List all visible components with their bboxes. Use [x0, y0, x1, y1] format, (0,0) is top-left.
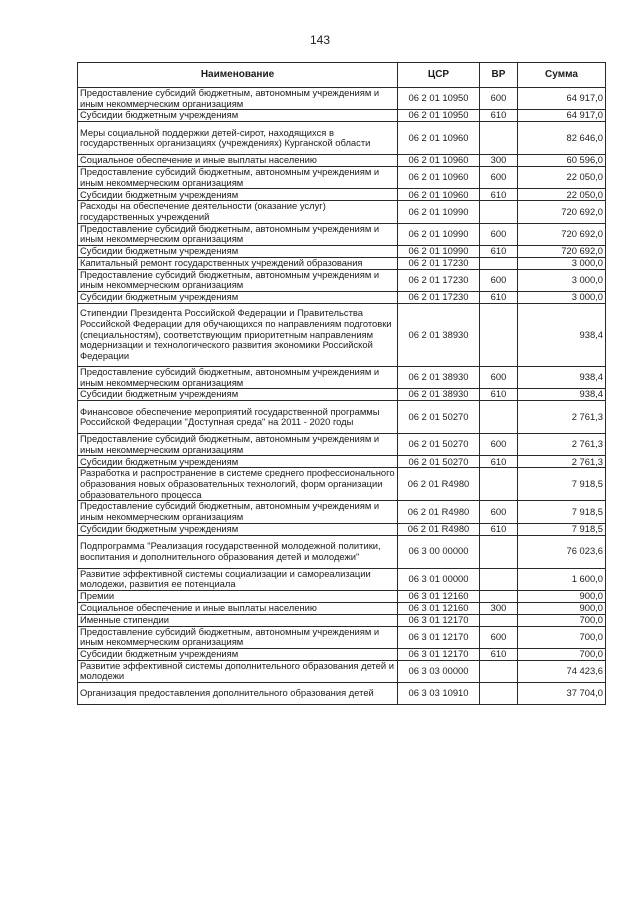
- cell-csr: 06 3 01 12160: [398, 590, 480, 602]
- cell-name: Субсидии бюджетным учреждениям: [78, 389, 398, 401]
- cell-name: Субсидии бюджетным учреждениям: [78, 648, 398, 660]
- table-row: [78, 88, 606, 110]
- cell-csr: 06 3 01 12170: [398, 648, 480, 660]
- cell-vr: [480, 535, 518, 568]
- table-row: [78, 155, 606, 167]
- cell-sum: 3 000,0: [518, 269, 606, 291]
- cell-name: Субсидии бюджетным учреждениям: [78, 523, 398, 535]
- cell-sum: 700,0: [518, 614, 606, 626]
- cell-csr: 06 3 01 00000: [398, 568, 480, 590]
- cell-csr: 06 3 03 00000: [398, 660, 480, 682]
- cell-sum: 700,0: [518, 648, 606, 660]
- cell-vr: 600: [480, 366, 518, 388]
- cell-name: Предоставление субсидий бюджетным, автономным учреждениям и иным некоммерческим организациям: [78, 88, 398, 110]
- table-row: [78, 257, 606, 269]
- cell-csr: 06 2 01 10960: [398, 167, 480, 189]
- table-row: [78, 201, 606, 223]
- cell-name: Предоставление субсидий бюджетным, автономным учреждениям и иным некоммерческим организациям: [78, 501, 398, 523]
- cell-name: Именные стипендии: [78, 614, 398, 626]
- table-header-row: [78, 63, 606, 88]
- cell-vr: 610: [480, 245, 518, 257]
- table-row: [78, 683, 606, 705]
- cell-sum: 60 596,0: [518, 155, 606, 167]
- cell-vr: 610: [480, 110, 518, 122]
- cell-sum: 700,0: [518, 626, 606, 648]
- cell-vr: [480, 257, 518, 269]
- cell-csr: 06 2 01 17230: [398, 269, 480, 291]
- cell-name: Премии: [78, 590, 398, 602]
- budget-table: [77, 62, 606, 705]
- table-row: [78, 245, 606, 257]
- cell-name: Капитальный ремонт государственных учреждений образования: [78, 257, 398, 269]
- cell-name: Социальное обеспечение и иные выплаты населению: [78, 602, 398, 614]
- cell-sum: 938,4: [518, 366, 606, 388]
- cell-csr: 06 2 01 50270: [398, 401, 480, 434]
- header-vr: ВР: [480, 63, 518, 88]
- cell-sum: 74 423,6: [518, 660, 606, 682]
- cell-csr: 06 2 01 38930: [398, 366, 480, 388]
- cell-csr: 06 2 01 17230: [398, 291, 480, 303]
- cell-name: Предоставление субсидий бюджетным, автономным учреждениям и иным некоммерческим организациям: [78, 269, 398, 291]
- cell-csr: 06 2 01 10960: [398, 155, 480, 167]
- cell-sum: 37 704,0: [518, 683, 606, 705]
- cell-name: Субсидии бюджетным учреждениям: [78, 456, 398, 468]
- cell-vr: [480, 660, 518, 682]
- table-row: [78, 401, 606, 434]
- cell-csr: 06 2 01 10960: [398, 189, 480, 201]
- cell-csr: 06 3 00 00000: [398, 535, 480, 568]
- cell-vr: 610: [480, 648, 518, 660]
- table-row: [78, 389, 606, 401]
- cell-name: Субсидии бюджетным учреждениям: [78, 291, 398, 303]
- table-row: [78, 501, 606, 523]
- cell-csr: 06 3 01 12170: [398, 614, 480, 626]
- cell-sum: 22 050,0: [518, 189, 606, 201]
- cell-name: Расходы на обеспечение деятельности (оказание услуг) государственных учреждений: [78, 201, 398, 223]
- cell-vr: 610: [480, 291, 518, 303]
- table-row: [78, 303, 606, 366]
- cell-name: Предоставление субсидий бюджетным, автономным учреждениям и иным некоммерческим организациям: [78, 434, 398, 456]
- cell-vr: 600: [480, 167, 518, 189]
- cell-vr: 300: [480, 602, 518, 614]
- cell-vr: [480, 590, 518, 602]
- cell-csr: 06 3 03 10910: [398, 683, 480, 705]
- table-row: [78, 468, 606, 501]
- header-sum: Сумма: [518, 63, 606, 88]
- table-row: [78, 291, 606, 303]
- cell-sum: 82 646,0: [518, 122, 606, 155]
- cell-csr: 06 2 01 10990: [398, 245, 480, 257]
- cell-sum: 720 692,0: [518, 245, 606, 257]
- cell-vr: 600: [480, 223, 518, 245]
- cell-csr: 06 2 01 17230: [398, 257, 480, 269]
- cell-vr: 610: [480, 189, 518, 201]
- cell-sum: 64 917,0: [518, 88, 606, 110]
- cell-sum: 7 918,5: [518, 501, 606, 523]
- header-name: Наименование: [78, 63, 398, 88]
- table-row: [78, 189, 606, 201]
- cell-name: Финансовое обеспечение мероприятий государственной программы Российской Федерации "Доступная среда" на 2011 - 2020 годы: [78, 401, 398, 434]
- cell-vr: [480, 401, 518, 434]
- cell-vr: [480, 614, 518, 626]
- table-row: [78, 456, 606, 468]
- cell-name: Развитие эффективной системы социализации и самореализации молодежи, развития ее потенциала: [78, 568, 398, 590]
- cell-sum: 900,0: [518, 602, 606, 614]
- table-row: [78, 269, 606, 291]
- cell-sum: 2 761,3: [518, 401, 606, 434]
- cell-name: Субсидии бюджетным учреждениям: [78, 189, 398, 201]
- cell-vr: [480, 468, 518, 501]
- cell-csr: 06 2 01 38930: [398, 303, 480, 366]
- table-row: [78, 568, 606, 590]
- cell-vr: 600: [480, 269, 518, 291]
- table-row: [78, 660, 606, 682]
- cell-name: Меры социальной поддержки детей-сирот, находящихся в государственных организациях (учреждениях) Курганской области: [78, 122, 398, 155]
- cell-name: Стипендии Президента Российской Федерации и Правительства Российской Федерации для обучающихся по направлениям подготовки (специальностям), соответствующим приоритетным направлениям модернизации и технологического развития экономики Российской Федерации: [78, 303, 398, 366]
- cell-csr: 06 2 01 50270: [398, 456, 480, 468]
- cell-name: Субсидии бюджетным учреждениям: [78, 245, 398, 257]
- table-row: [78, 523, 606, 535]
- cell-vr: [480, 303, 518, 366]
- cell-csr: 06 2 01 10950: [398, 88, 480, 110]
- cell-name: Предоставление субсидий бюджетным, автономным учреждениям и иным некоммерческим организациям: [78, 167, 398, 189]
- cell-csr: 06 2 01 R4980: [398, 468, 480, 501]
- cell-csr: 06 2 01 10960: [398, 122, 480, 155]
- cell-vr: 600: [480, 88, 518, 110]
- cell-sum: 3 000,0: [518, 291, 606, 303]
- cell-sum: 7 918,5: [518, 523, 606, 535]
- table-row: [78, 590, 606, 602]
- table-row: [78, 223, 606, 245]
- table-row: [78, 366, 606, 388]
- cell-name: Предоставление субсидий бюджетным, автономным учреждениям и иным некоммерческим организациям: [78, 366, 398, 388]
- cell-sum: 76 023,6: [518, 535, 606, 568]
- table-row: [78, 648, 606, 660]
- cell-csr: 06 2 01 10990: [398, 201, 480, 223]
- cell-vr: 300: [480, 155, 518, 167]
- table-row: [78, 626, 606, 648]
- cell-name: Разработка и распространение в системе среднего профессионального образования новых образовательных технологий, форм организации образовательного процесса: [78, 468, 398, 501]
- cell-vr: [480, 122, 518, 155]
- cell-name: Предоставление субсидий бюджетным, автономным учреждениям и иным некоммерческим организациям: [78, 223, 398, 245]
- cell-name: Субсидии бюджетным учреждениям: [78, 110, 398, 122]
- cell-csr: 06 3 01 12160: [398, 602, 480, 614]
- cell-vr: [480, 568, 518, 590]
- cell-sum: 938,4: [518, 303, 606, 366]
- cell-name: Предоставление субсидий бюджетным, автономным учреждениям и иным некоммерческим организациям: [78, 626, 398, 648]
- cell-sum: 938,4: [518, 389, 606, 401]
- cell-vr: 600: [480, 434, 518, 456]
- cell-csr: 06 3 01 12170: [398, 626, 480, 648]
- cell-sum: 2 761,3: [518, 434, 606, 456]
- table-body: [78, 88, 606, 705]
- cell-sum: 3 000,0: [518, 257, 606, 269]
- cell-vr: 610: [480, 389, 518, 401]
- cell-name: Подпрограмма "Реализация государственной молодежной политики, воспитания и дополнительного образования детей и молодежи": [78, 535, 398, 568]
- cell-vr: 600: [480, 626, 518, 648]
- cell-name: Социальное обеспечение и иные выплаты населению: [78, 155, 398, 167]
- cell-name: Развитие эффективной системы дополнительного образования детей и молодежи: [78, 660, 398, 682]
- cell-sum: 720 692,0: [518, 223, 606, 245]
- cell-sum: 2 761,3: [518, 456, 606, 468]
- cell-sum: 22 050,0: [518, 167, 606, 189]
- cell-sum: 64 917,0: [518, 110, 606, 122]
- table-row: [78, 535, 606, 568]
- header-csr: ЦСР: [398, 63, 480, 88]
- cell-csr: 06 2 01 10990: [398, 223, 480, 245]
- cell-name: Организация предоставления дополнительного образования детей: [78, 683, 398, 705]
- cell-csr: 06 2 01 50270: [398, 434, 480, 456]
- cell-sum: 1 600,0: [518, 568, 606, 590]
- table-row: [78, 167, 606, 189]
- cell-vr: 600: [480, 501, 518, 523]
- table-row: [78, 110, 606, 122]
- cell-csr: 06 2 01 10950: [398, 110, 480, 122]
- cell-csr: 06 2 01 38930: [398, 389, 480, 401]
- table-row: [78, 602, 606, 614]
- cell-sum: 720 692,0: [518, 201, 606, 223]
- cell-sum: 900,0: [518, 590, 606, 602]
- table-row: [78, 614, 606, 626]
- table-row: [78, 434, 606, 456]
- cell-csr: 06 2 01 R4980: [398, 523, 480, 535]
- cell-vr: 610: [480, 456, 518, 468]
- cell-sum: 7 918,5: [518, 468, 606, 501]
- cell-vr: [480, 201, 518, 223]
- page-number: 143: [309, 33, 331, 47]
- cell-vr: 610: [480, 523, 518, 535]
- table-row: [78, 122, 606, 155]
- cell-vr: [480, 683, 518, 705]
- cell-csr: 06 2 01 R4980: [398, 501, 480, 523]
